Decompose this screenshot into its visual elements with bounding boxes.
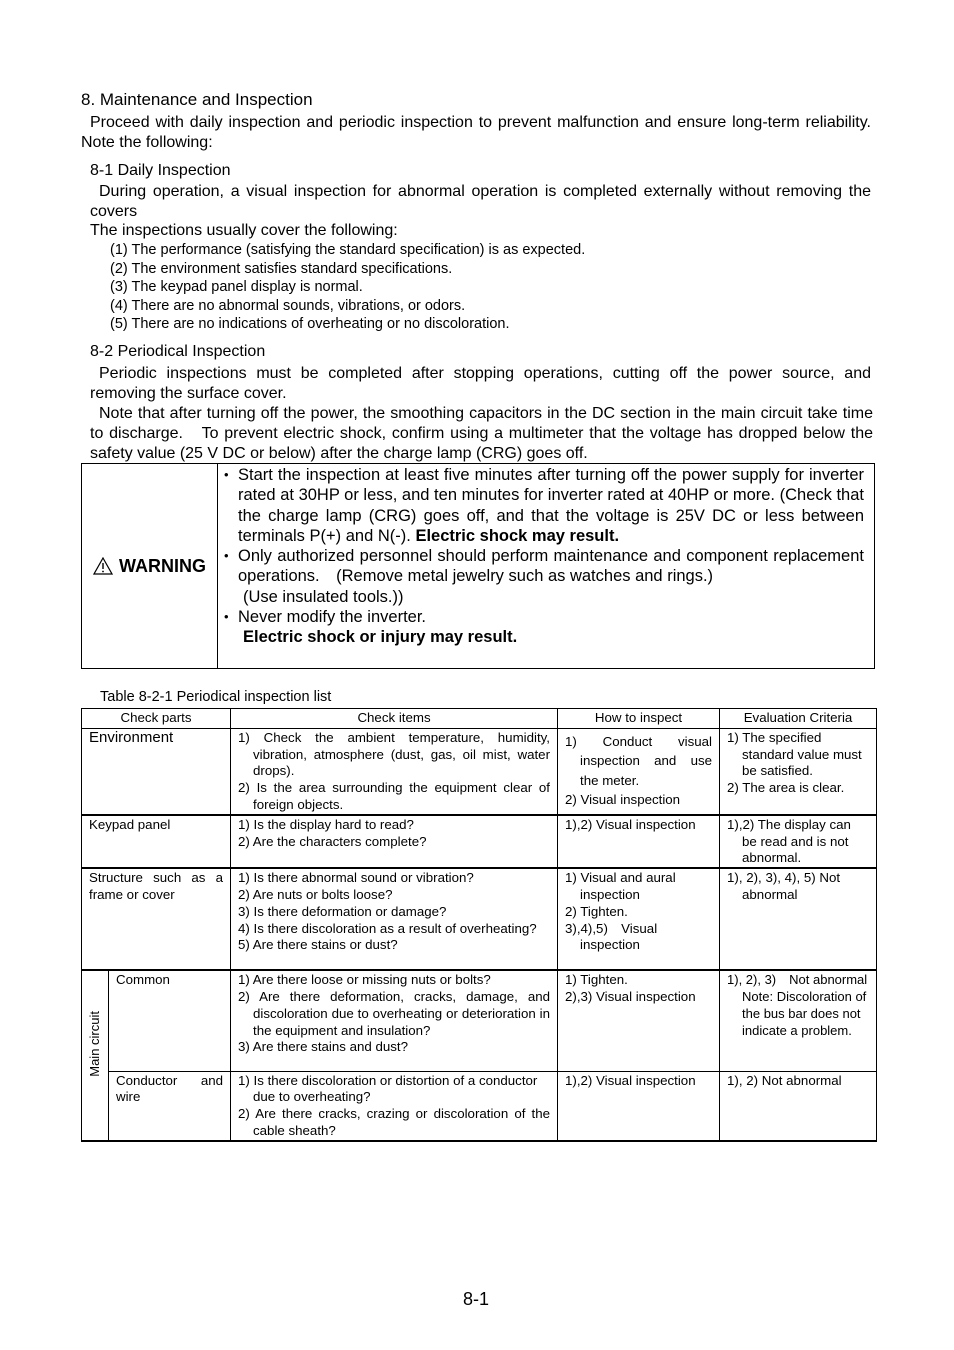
how-cell	[558, 868, 720, 970]
how-text: 1) Visual and aural inspection	[565, 870, 676, 902]
daily-inspection-lead: The inspections usually cover the following:	[90, 222, 398, 239]
part-cell: Conductor and wire	[109, 1071, 231, 1141]
list-item: (5) There are no indications of overheating or no discoloration.	[110, 316, 510, 332]
how-text: 3),4),5) Visual inspection	[565, 920, 658, 953]
col-header-check-items: Check items	[231, 709, 558, 729]
bullet-icon: •	[224, 467, 229, 482]
how-text: 2),3) Visual inspection	[565, 988, 696, 1004]
item-text: 4) Is there discoloration as a result of overheating?	[238, 920, 537, 936]
periodic-inspection-title: 8-2 Periodical Inspection	[90, 343, 266, 360]
section-heading: 8. Maintenance and Inspection	[81, 90, 313, 109]
list-item: (2) The environment satisfies standard specifications.	[110, 260, 453, 277]
item-text: 2) Are there cracks, crazing or discoloration of the cable sheath?	[238, 1106, 551, 1139]
criteria-text: 2) The area is clear.	[727, 780, 845, 796]
group-cell-main-circuit	[82, 970, 109, 1141]
item-text: 1) Check the ambient temperature, humidity, vibration, atmosphere (dust, gas, oil mist, water drops).	[238, 729, 551, 779]
item-text: 3) Are there stains and dust?	[238, 1039, 409, 1055]
periodic-text-1: Periodic inspections must be completed after stopping operations, cutting off the power source, and removing the surface cover.	[90, 365, 871, 402]
list-item: (3) The keypad panel display is normal.	[110, 279, 363, 295]
warning-content	[224, 464, 864, 648]
warning-emphasis: Electric shock or injury may result.	[243, 628, 518, 647]
warning-bullet-1	[224, 465, 864, 546]
bullet-icon: •	[224, 609, 229, 625]
col-header-how-to-inspect: How to inspect	[558, 709, 720, 729]
item-text: 1) Are there loose or missing nuts or bolts?	[238, 972, 491, 988]
part-cell: Common	[109, 970, 231, 1071]
periodic-inspection-paragraph-1	[90, 364, 871, 404]
table-row	[82, 815, 877, 868]
warning-emphasis: Electric shock may result.	[415, 526, 620, 545]
item-text: 1) Is the display hard to read?	[238, 816, 414, 832]
items-cell	[231, 868, 558, 970]
warning-bullet-2	[224, 546, 864, 607]
items-cell	[231, 815, 558, 868]
part-cell: Structure such as a frame or cover	[82, 868, 231, 970]
intro-paragraph	[81, 113, 888, 153]
part-cell: Keypad panel	[82, 815, 231, 868]
table-row	[82, 868, 877, 970]
how-cell: 1),2) Visual inspection	[558, 815, 720, 868]
warning-box	[81, 463, 875, 669]
periodic-inspection-paragraph-2	[90, 404, 873, 464]
warning-label: WARNING	[119, 555, 206, 576]
group-label: Main circuit	[86, 1011, 102, 1077]
col-header-check-parts: Check parts	[82, 709, 231, 729]
warning-text: Never modify the inverter.	[238, 608, 426, 627]
warning-bullet-3	[224, 607, 864, 648]
table-row	[82, 728, 877, 814]
part-cell: Environment	[82, 728, 231, 814]
warning-label-cell	[82, 464, 218, 668]
periodic-text-2: Note that after turning off the power, the smoothing capacitors in the DC section in the main circuit take time to discharge. To prevent electric shock, confirm using a multimeter that the voltage has dropped below the safety value (25 V DC or below) after the charge lamp (CRG) goes off.	[90, 405, 873, 462]
item-text: 3) Is there deformation or damage?	[238, 903, 447, 919]
table-caption: Table 8-2-1 Periodical inspection list	[100, 689, 332, 705]
item-text: 5) Are there stains or dust?	[238, 937, 398, 953]
intro-text: Proceed with daily inspection and periodic inspection to prevent malfunction and ensure long-term reliability. Note the following:	[81, 114, 888, 151]
table-row	[82, 1071, 877, 1141]
criteria-cell: 1), 2), 3), 4), 5) Not abnormal	[720, 868, 877, 970]
item-text: 2) Are nuts or bolts loose?	[238, 886, 393, 902]
daily-inspection-list	[110, 241, 585, 334]
warning-text: Start the inspection at least five minutes after turning off the power supply for inverter rated at 30HP or less, and ten minutes for inverter rated at 40HP or more. (Check that the charge lamp (CRG) goes off, and that the voltage is 25V DC or less between terminals P(+) and N(-).	[238, 466, 864, 545]
criteria-text: 1), 2), 3) Not abnormal	[727, 972, 868, 988]
item-text: 2) Is the area surrounding the equipment clear of foreign objects.	[238, 780, 551, 812]
col-header-evaluation-criteria: Evaluation Criteria	[720, 709, 877, 729]
criteria-cell: 1), 2) Not abnormal	[720, 1071, 877, 1141]
item-text: 1) Is there discoloration or distortion of a conductor due to overheating?	[238, 1072, 538, 1105]
how-text: 1) Conduct visual inspection and use the meter.	[565, 733, 713, 788]
how-cell: 1),2) Visual inspection	[558, 1071, 720, 1141]
items-cell	[231, 970, 558, 1071]
warning-text: Only authorized personnel should perform maintenance and component replacement operations. (Remove metal jewelry such as watches and rings.)	[238, 547, 864, 586]
inspection-table	[81, 708, 877, 1142]
daily-inspection-title: 8-1 Daily Inspection	[90, 162, 231, 179]
item-text: 2) Are the characters complete?	[238, 833, 427, 849]
table-row	[82, 970, 877, 1071]
daily-inspection-text: During operation, a visual inspection for abnormal operation is completed externally without removing the covers	[90, 183, 871, 220]
daily-inspection-paragraph	[90, 182, 871, 222]
bullet-icon: •	[224, 548, 229, 564]
item-text: 1) Is there abnormal sound or vibration?	[238, 870, 474, 886]
how-text: 2) Tighten.	[565, 903, 628, 919]
criteria-cell: 1),2) The display can be read and is not abnormal.	[720, 815, 877, 868]
criteria-text: 1) The specified standard value must be satisfied.	[727, 729, 862, 779]
criteria-text: Note: Discoloration of the bus bar does not indicate a problem.	[742, 988, 867, 1038]
criteria-cell	[720, 970, 877, 1071]
items-cell	[231, 728, 558, 814]
how-cell	[558, 970, 720, 1071]
table-header-row	[82, 709, 877, 729]
page-number: 8-1	[463, 1289, 490, 1309]
warning-text: (Use insulated tools.))	[243, 587, 404, 606]
criteria-cell	[720, 728, 877, 814]
list-item: (4) There are no abnormal sounds, vibrations, or odors.	[110, 297, 466, 314]
items-cell	[231, 1071, 558, 1141]
how-text: 1) Tighten.	[565, 972, 628, 988]
how-cell	[558, 728, 720, 814]
item-text: 2) Are there deformation, cracks, damage, and discoloration due to overheating or deterioration in the equipment and insulation?	[238, 988, 551, 1038]
how-text: 2) Visual inspection	[565, 792, 681, 808]
warning-triangle-icon	[93, 557, 113, 575]
list-item: (1) The performance (satisfying the standard specification) is as expected.	[110, 242, 586, 258]
